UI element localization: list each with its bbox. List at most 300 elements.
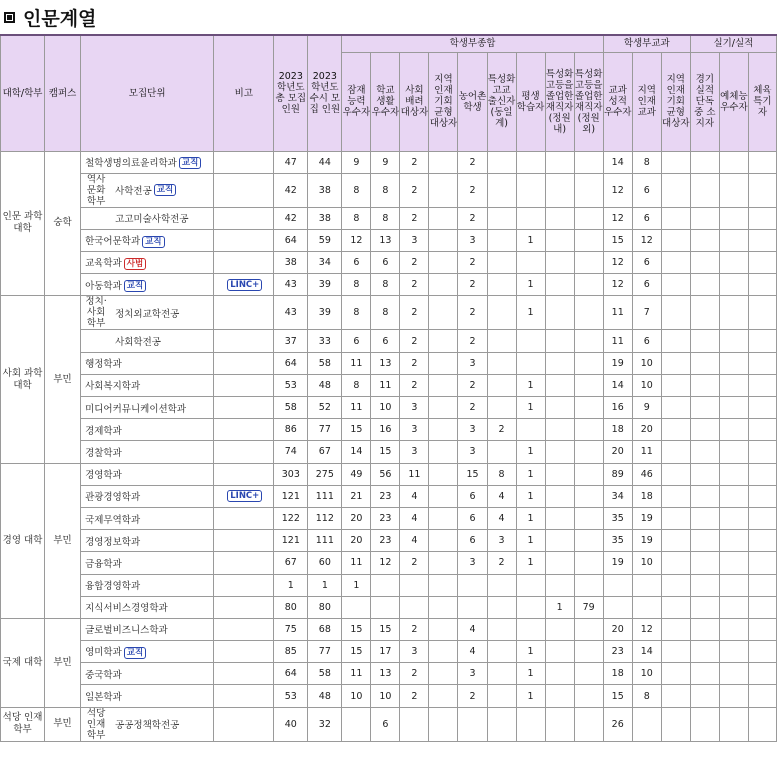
count-cell: 26 <box>603 707 632 741</box>
count-cell <box>748 296 776 330</box>
note-cell <box>214 151 274 173</box>
unit-name: 공공정책학전공 <box>115 720 180 732</box>
count-cell <box>574 397 603 419</box>
header-sub-11: 지역 인재 기회 균형 대상자 <box>661 52 690 151</box>
count-cell: 79 <box>574 596 603 618</box>
college-cell: 인문 과학 대학 <box>1 151 45 296</box>
count-cell <box>371 596 400 618</box>
count-cell <box>661 173 690 207</box>
header-group-student: 학생부종합 <box>342 35 603 52</box>
count-cell <box>487 574 516 596</box>
count-cell <box>487 252 516 274</box>
count-cell: 3 <box>458 419 487 441</box>
count-cell: 4 <box>487 507 516 529</box>
unit-name: 아동학과 <box>85 280 122 292</box>
count-cell: 6 <box>371 252 400 274</box>
susi-cell: 34 <box>308 252 342 274</box>
count-cell: 20 <box>342 507 371 529</box>
susi-cell: 58 <box>308 352 342 374</box>
total-cell: 43 <box>274 274 308 296</box>
count-cell: 6 <box>632 330 661 352</box>
count-cell: 3 <box>400 397 429 419</box>
count-cell <box>545 229 574 251</box>
table-row <box>1 207 777 229</box>
count-cell <box>748 352 776 374</box>
program-tag: 교직 <box>124 647 146 659</box>
header-sub-4: 농어촌 학생 <box>458 52 487 151</box>
count-cell: 2 <box>458 397 487 419</box>
count-cell: 12 <box>603 274 632 296</box>
count-cell: 6 <box>371 707 400 741</box>
count-cell <box>719 552 748 574</box>
count-cell: 9 <box>632 397 661 419</box>
count-cell <box>719 485 748 507</box>
count-cell: 49 <box>342 463 371 485</box>
count-cell: 18 <box>603 663 632 685</box>
count-cell: 35 <box>603 530 632 552</box>
total-cell: 42 <box>274 207 308 229</box>
count-cell <box>545 207 574 229</box>
count-cell: 6 <box>632 252 661 274</box>
count-cell: 12 <box>371 552 400 574</box>
susi-cell: 52 <box>308 397 342 419</box>
count-cell <box>661 530 690 552</box>
count-cell: 15 <box>603 685 632 707</box>
count-cell <box>429 397 458 419</box>
count-cell <box>458 707 487 741</box>
count-cell <box>545 296 574 330</box>
count-cell <box>690 574 719 596</box>
count-cell <box>487 685 516 707</box>
note-cell <box>214 207 274 229</box>
susi-cell: 68 <box>308 618 342 640</box>
count-cell <box>545 685 574 707</box>
total-cell: 121 <box>274 530 308 552</box>
count-cell: 9 <box>371 151 400 173</box>
count-cell <box>661 274 690 296</box>
count-cell <box>719 207 748 229</box>
susi-cell: 77 <box>308 641 342 663</box>
count-cell <box>719 374 748 396</box>
count-cell <box>661 663 690 685</box>
susi-cell: 39 <box>308 296 342 330</box>
unit-name: 교육학과 <box>85 258 122 270</box>
total-cell: 37 <box>274 330 308 352</box>
susi-cell: 38 <box>308 173 342 207</box>
susi-cell: 111 <box>308 485 342 507</box>
count-cell <box>690 229 719 251</box>
count-cell: 2 <box>458 274 487 296</box>
count-cell: 89 <box>603 463 632 485</box>
table-row <box>1 374 777 396</box>
count-cell <box>516 207 545 229</box>
count-cell <box>574 618 603 640</box>
count-cell: 8 <box>342 207 371 229</box>
count-cell: 2 <box>400 274 429 296</box>
count-cell <box>516 330 545 352</box>
count-cell: 3 <box>458 229 487 251</box>
count-cell: 16 <box>603 397 632 419</box>
count-cell <box>574 274 603 296</box>
count-cell <box>690 374 719 396</box>
total-cell: 53 <box>274 685 308 707</box>
count-cell <box>748 441 776 463</box>
count-cell: 1 <box>516 530 545 552</box>
unit-name: 미디어커뮤니케이션학과 <box>85 403 187 415</box>
count-cell: 12 <box>632 229 661 251</box>
susi-cell: 44 <box>308 151 342 173</box>
campus-cell: 부민 <box>45 707 81 741</box>
count-cell <box>661 463 690 485</box>
total-cell: 80 <box>274 596 308 618</box>
count-cell <box>661 296 690 330</box>
count-cell <box>690 552 719 574</box>
count-cell: 2 <box>458 374 487 396</box>
count-cell: 3 <box>400 641 429 663</box>
header-unit: 모집단위 <box>81 35 214 151</box>
count-cell: 11 <box>342 663 371 685</box>
count-cell <box>690 151 719 173</box>
unit-name: 경제학과 <box>85 425 122 437</box>
count-cell: 2 <box>400 618 429 640</box>
campus-cell: 숭학 <box>45 151 81 296</box>
susi-cell: 32 <box>308 707 342 741</box>
count-cell: 2 <box>400 252 429 274</box>
table-row <box>1 552 777 574</box>
count-cell <box>545 397 574 419</box>
count-cell <box>545 530 574 552</box>
unit-name: 금융학과 <box>85 558 122 570</box>
count-cell: 2 <box>400 663 429 685</box>
count-cell: 20 <box>342 530 371 552</box>
unit-cell <box>81 274 214 296</box>
note-cell <box>214 530 274 552</box>
total-cell: 38 <box>274 252 308 274</box>
count-cell: 10 <box>371 685 400 707</box>
count-cell <box>545 151 574 173</box>
note-cell <box>214 663 274 685</box>
count-cell <box>748 507 776 529</box>
count-cell <box>719 352 748 374</box>
note-cell <box>214 352 274 374</box>
count-cell: 2 <box>458 252 487 274</box>
count-cell <box>690 641 719 663</box>
campus-cell: 부민 <box>45 296 81 463</box>
count-cell: 1 <box>516 397 545 419</box>
header-sub-10: 지역 인재 교과 <box>632 52 661 151</box>
note-cell <box>214 596 274 618</box>
count-cell: 2 <box>400 173 429 207</box>
unit-name: 철학생명의료윤리학과 <box>85 157 177 169</box>
count-cell <box>661 374 690 396</box>
count-cell: 2 <box>400 151 429 173</box>
total-cell: 43 <box>274 296 308 330</box>
unit-cell <box>81 374 214 396</box>
count-cell <box>661 685 690 707</box>
count-cell <box>429 330 458 352</box>
count-cell <box>429 296 458 330</box>
count-cell: 11 <box>603 296 632 330</box>
count-cell: 19 <box>603 552 632 574</box>
count-cell: 3 <box>458 663 487 685</box>
count-cell: 1 <box>545 596 574 618</box>
count-cell <box>719 173 748 207</box>
program-tag: 교직 <box>154 184 176 196</box>
count-cell <box>719 463 748 485</box>
count-cell <box>574 463 603 485</box>
unit-cell <box>81 397 214 419</box>
count-cell <box>690 685 719 707</box>
count-cell: 12 <box>632 618 661 640</box>
count-cell <box>487 151 516 173</box>
count-cell <box>429 252 458 274</box>
total-cell: 58 <box>274 397 308 419</box>
unit-name: 경영정보학과 <box>85 536 141 548</box>
count-cell <box>516 618 545 640</box>
unit-cell <box>81 463 214 485</box>
count-cell <box>574 507 603 529</box>
total-cell: 64 <box>274 229 308 251</box>
count-cell: 2 <box>400 296 429 330</box>
campus-cell: 부민 <box>45 463 81 618</box>
count-cell: 8 <box>342 173 371 207</box>
header-sub-3: 지역 인재 기회 균형 대상자 <box>429 52 458 151</box>
subgroup-label: 석당 인재 학부 <box>86 707 106 741</box>
susi-cell: 39 <box>308 274 342 296</box>
count-cell: 12 <box>603 207 632 229</box>
count-cell: 10 <box>342 685 371 707</box>
count-cell <box>545 419 574 441</box>
note-cell <box>214 330 274 352</box>
count-cell <box>545 663 574 685</box>
count-cell <box>487 441 516 463</box>
count-cell: 2 <box>400 685 429 707</box>
count-cell <box>545 173 574 207</box>
count-cell: 8 <box>371 274 400 296</box>
note-cell <box>214 274 274 296</box>
table-row <box>1 352 777 374</box>
count-cell: 19 <box>632 507 661 529</box>
count-cell <box>748 596 776 618</box>
count-cell: 21 <box>342 485 371 507</box>
unit-name: 경영학과 <box>85 470 122 482</box>
count-cell <box>574 552 603 574</box>
unit-name: 사학전공 <box>115 186 152 198</box>
count-cell <box>690 296 719 330</box>
count-cell <box>545 574 574 596</box>
count-cell: 2 <box>487 419 516 441</box>
count-cell <box>690 274 719 296</box>
count-cell <box>574 296 603 330</box>
unit-cell <box>81 663 214 685</box>
count-cell <box>545 441 574 463</box>
unit-cell <box>81 596 214 618</box>
note-cell <box>214 707 274 741</box>
section-title-text: 인문계열 <box>23 7 97 30</box>
count-cell <box>429 207 458 229</box>
count-cell <box>719 151 748 173</box>
unit-cell <box>81 173 214 207</box>
count-cell: 1 <box>516 507 545 529</box>
count-cell: 6 <box>632 173 661 207</box>
table-row <box>1 530 777 552</box>
count-cell: 12 <box>603 252 632 274</box>
admission-quota-table <box>0 34 777 742</box>
note-cell <box>214 641 274 663</box>
count-cell <box>574 173 603 207</box>
note-cell <box>214 463 274 485</box>
count-cell: 1 <box>516 374 545 396</box>
count-cell: 4 <box>400 507 429 529</box>
table-row <box>1 419 777 441</box>
count-cell: 10 <box>632 663 661 685</box>
count-cell <box>574 641 603 663</box>
count-cell <box>574 330 603 352</box>
count-cell <box>690 352 719 374</box>
count-cell <box>748 663 776 685</box>
count-cell <box>661 574 690 596</box>
header-susi: 2023 학년도 수시 모집 인원 <box>308 35 342 151</box>
header-note: 비고 <box>214 35 274 151</box>
count-cell: 2 <box>458 685 487 707</box>
count-cell <box>661 229 690 251</box>
college-cell: 석당 인재 학부 <box>1 707 45 741</box>
count-cell <box>458 596 487 618</box>
count-cell: 20 <box>632 419 661 441</box>
count-cell <box>574 530 603 552</box>
unit-cell <box>81 151 214 173</box>
count-cell: 2 <box>487 552 516 574</box>
count-cell <box>719 252 748 274</box>
count-cell <box>400 596 429 618</box>
count-cell: 6 <box>342 330 371 352</box>
table-row <box>1 229 777 251</box>
total-cell: 303 <box>274 463 308 485</box>
count-cell <box>574 374 603 396</box>
note-cell <box>214 574 274 596</box>
note-cell <box>214 685 274 707</box>
count-cell: 2 <box>400 330 429 352</box>
unit-cell <box>81 552 214 574</box>
count-cell <box>748 374 776 396</box>
count-cell: 15 <box>342 641 371 663</box>
program-tag: 교직 <box>142 236 164 248</box>
count-cell <box>748 485 776 507</box>
count-cell <box>661 596 690 618</box>
total-cell: 122 <box>274 507 308 529</box>
count-cell <box>429 352 458 374</box>
count-cell <box>487 207 516 229</box>
total-cell: 53 <box>274 374 308 396</box>
count-cell <box>632 574 661 596</box>
count-cell: 4 <box>458 618 487 640</box>
table-row <box>1 252 777 274</box>
subgroup-label: 역사 문화 학부 <box>86 173 106 207</box>
susi-cell: 1 <box>308 574 342 596</box>
count-cell <box>748 618 776 640</box>
count-cell: 6 <box>458 530 487 552</box>
square-bullet-icon <box>4 12 15 23</box>
count-cell <box>690 507 719 529</box>
count-cell: 13 <box>371 229 400 251</box>
count-cell: 46 <box>632 463 661 485</box>
susi-cell: 112 <box>308 507 342 529</box>
header-sub-12: 경기 실적 단독 중 소지자 <box>690 52 719 151</box>
count-cell: 12 <box>342 229 371 251</box>
count-cell <box>719 507 748 529</box>
count-cell <box>690 463 719 485</box>
count-cell: 6 <box>632 207 661 229</box>
count-cell <box>429 641 458 663</box>
count-cell <box>748 252 776 274</box>
count-cell <box>574 252 603 274</box>
count-cell <box>429 229 458 251</box>
count-cell: 19 <box>603 352 632 374</box>
count-cell <box>748 419 776 441</box>
table-row <box>1 707 777 741</box>
count-cell: 1 <box>516 641 545 663</box>
table-row <box>1 173 777 207</box>
count-cell: 15 <box>603 229 632 251</box>
college-cell: 국제 대학 <box>1 618 45 707</box>
count-cell <box>748 330 776 352</box>
count-cell <box>574 419 603 441</box>
unit-cell <box>81 441 214 463</box>
count-cell: 8 <box>487 463 516 485</box>
table-header <box>1 35 777 151</box>
count-cell <box>487 663 516 685</box>
count-cell: 13 <box>371 663 400 685</box>
count-cell: 1 <box>516 441 545 463</box>
count-cell <box>574 574 603 596</box>
count-cell: 23 <box>371 530 400 552</box>
count-cell <box>661 252 690 274</box>
count-cell: 11 <box>342 352 371 374</box>
table-row <box>1 596 777 618</box>
count-cell: 1 <box>516 229 545 251</box>
table-row <box>1 618 777 640</box>
count-cell <box>690 707 719 741</box>
count-cell: 8 <box>371 173 400 207</box>
count-cell <box>516 596 545 618</box>
count-cell <box>487 374 516 396</box>
count-cell <box>719 596 748 618</box>
program-tag: 사범 <box>124 258 146 270</box>
unit-cell <box>81 485 214 507</box>
count-cell: 9 <box>342 151 371 173</box>
unit-cell <box>81 296 214 330</box>
unit-name: 글로벌비즈니스학과 <box>85 625 168 637</box>
count-cell: 13 <box>371 352 400 374</box>
count-cell <box>690 207 719 229</box>
count-cell: 16 <box>371 419 400 441</box>
unit-name: 중국학과 <box>85 669 122 681</box>
count-cell <box>661 151 690 173</box>
count-cell: 2 <box>400 552 429 574</box>
header-total: 2023 학년도 총 모집 인원 <box>274 35 308 151</box>
count-cell <box>661 352 690 374</box>
college-cell: 경영 대학 <box>1 463 45 618</box>
unit-cell <box>81 530 214 552</box>
table-row <box>1 151 777 173</box>
count-cell: 1 <box>516 463 545 485</box>
count-cell <box>429 574 458 596</box>
count-cell <box>487 229 516 251</box>
count-cell: 20 <box>603 618 632 640</box>
count-cell <box>690 596 719 618</box>
count-cell: 8 <box>632 151 661 173</box>
unit-cell <box>81 419 214 441</box>
